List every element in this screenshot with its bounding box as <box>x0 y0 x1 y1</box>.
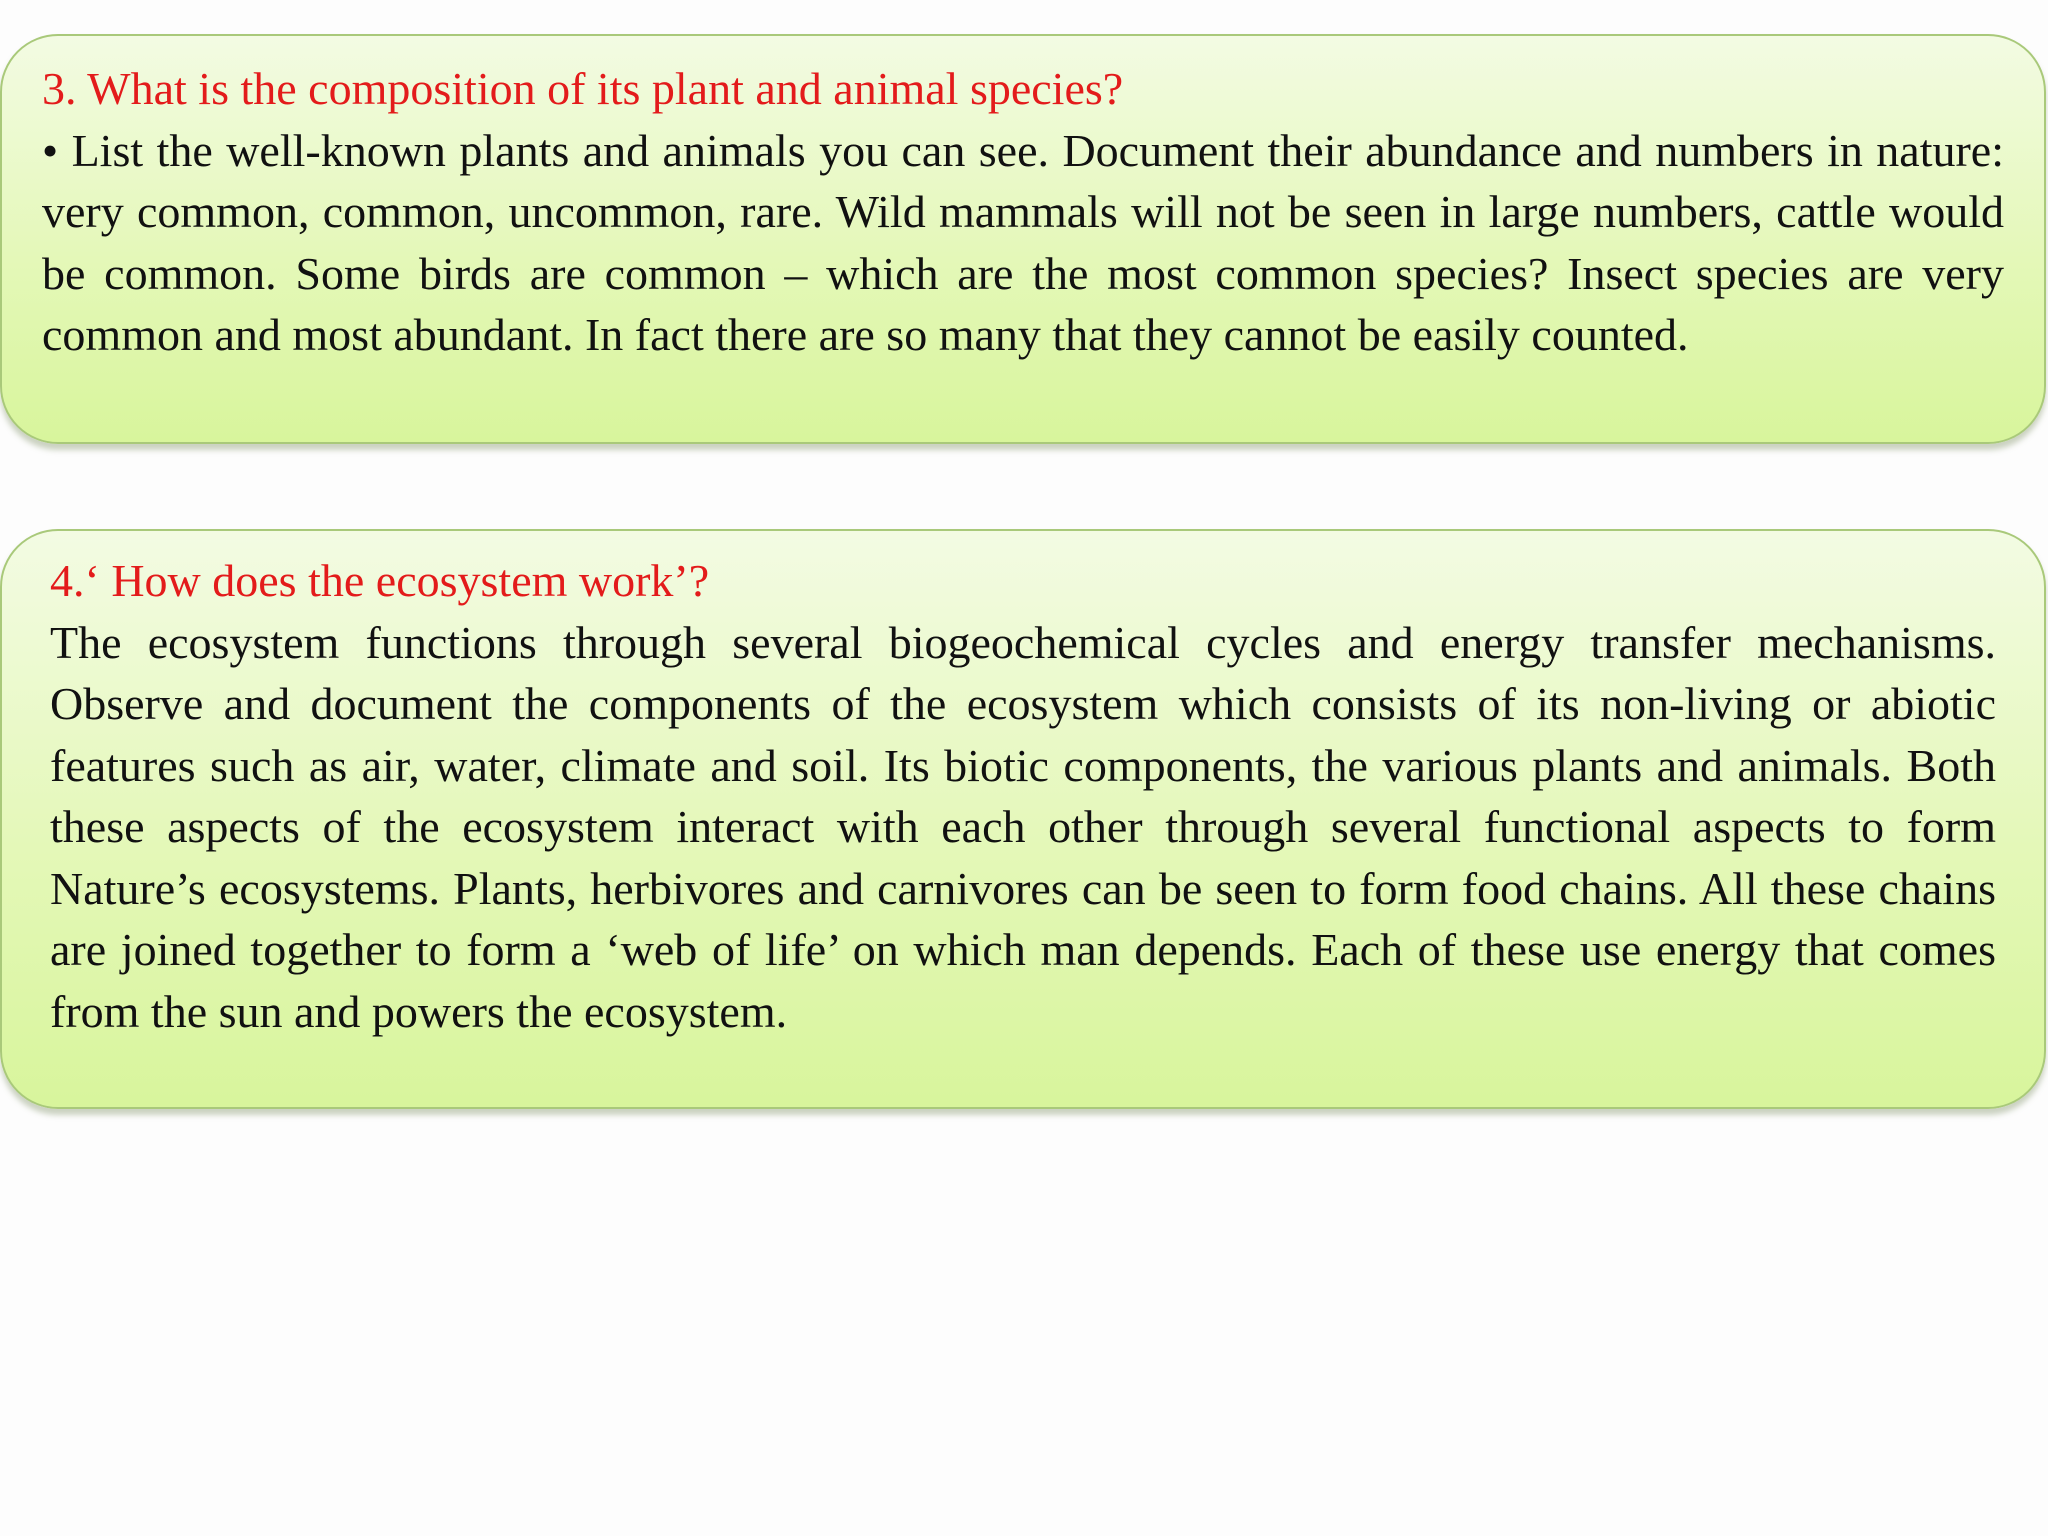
species-composition-title: 3. What is the composition of its plant and animal species? <box>42 63 1124 114</box>
ecosystem-function-body: The ecosystem functions through several biogeochemical cycles and energy transfer mechanisms. Observe and document the components of the ecosystem which consists of its non-living or abiotic features such as air, water, climate and soil. Its biotic components, the various plants and animals. Both these aspects of the ecosystem interact with each other through several functional aspects to form Nature’s ecosystems. Plants, herbivores and carnivores can be seen to form food chains. All these chains are joined together to form a ‘web of life’ on which man depends. Each of these use energy that comes from the sun and powers the ecosystem. <box>50 616 1996 1037</box>
ecosystem-function-card <box>0 529 2046 1109</box>
species-composition-text <box>42 120 2004 366</box>
species-composition-body: List the well-known plants and animals you can see. Document their abundance and numbers in nature: very common, common, uncommon, rare. Wild mammals will not be seen in large numbers, cattle would be common. Some birds are common – which are the most common species? Insect species are very common and most abundant. In fact there are so many that they cannot be easily counted. <box>42 124 2005 360</box>
species-composition-card <box>0 34 2046 444</box>
bullet-icon: • <box>42 124 59 176</box>
ecosystem-function-title: 4.‘ How does the ecosystem work’? <box>50 555 710 606</box>
